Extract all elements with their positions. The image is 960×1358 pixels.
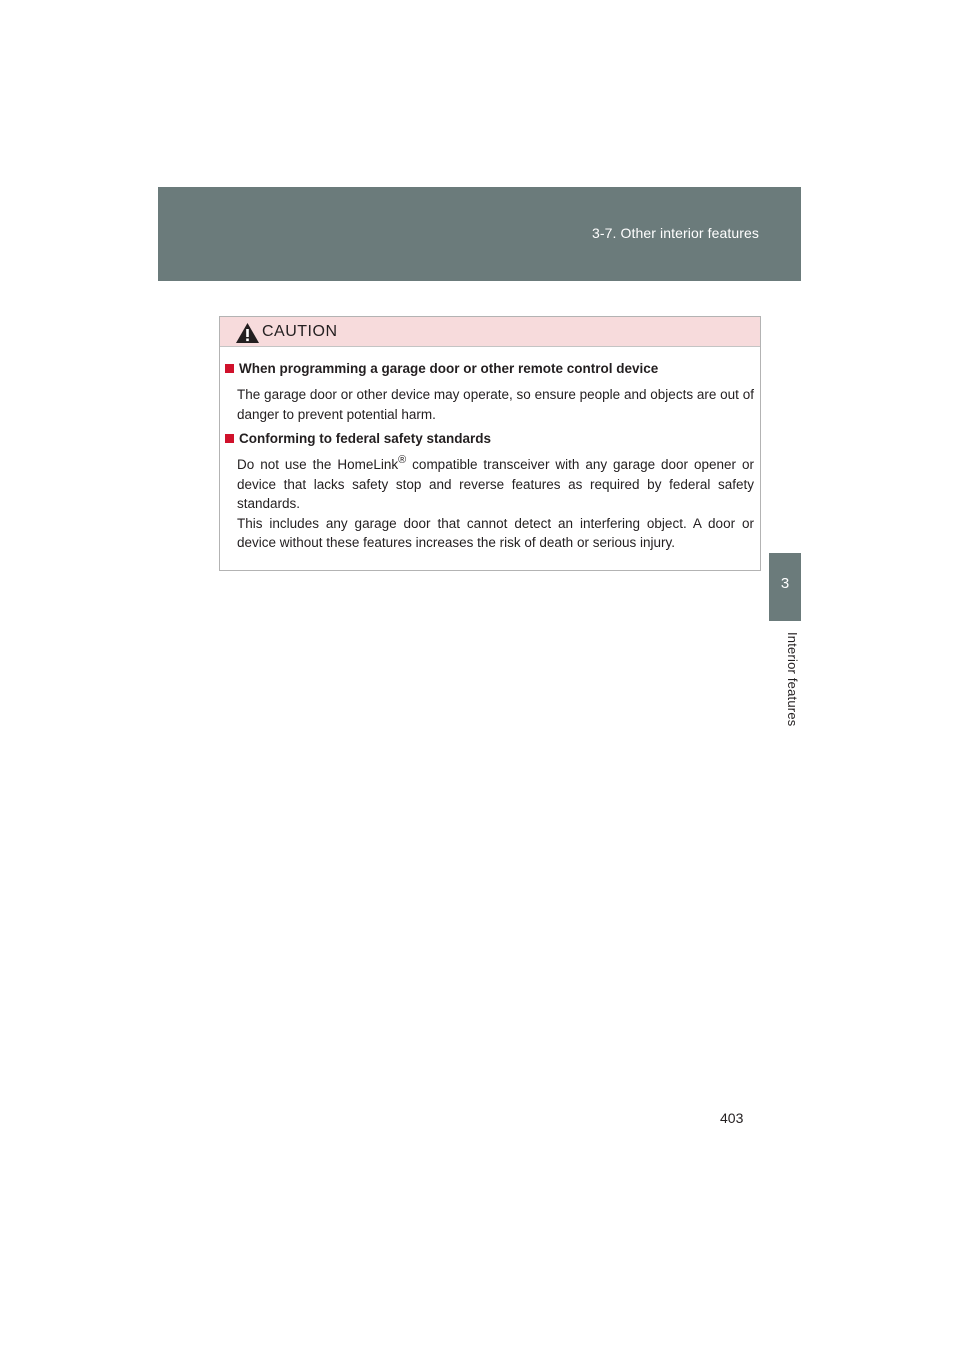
caution-box — [219, 316, 761, 571]
caution-header — [220, 317, 760, 347]
chapter-number: 3 — [780, 575, 790, 592]
body-paragraph: This includes any garage door that cannot detect an interfering object. A door or device without these features increases the risk of death or serious injury. — [237, 515, 754, 550]
caution-item-body — [237, 385, 754, 424]
square-bullet-icon — [225, 434, 234, 443]
square-bullet-icon — [225, 364, 234, 373]
section-title: 3-7. Other interior features — [592, 225, 759, 241]
caution-item-body — [237, 455, 754, 553]
body-paragraph: The garage door or other device may operate, so ensure people and objects are out of danger to prevent potential harm. — [237, 387, 754, 422]
chapter-label: Interior features — [785, 632, 800, 727]
page-number: 403 — [720, 1110, 744, 1126]
caution-title: CAUTION — [262, 323, 338, 340]
warning-triangle-icon — [235, 322, 260, 344]
caution-item-heading — [225, 361, 658, 376]
registered-trademark-mark: ® — [398, 454, 407, 466]
chapter-tab — [769, 553, 801, 621]
heading-text: When programming a garage door or other remote control device — [239, 361, 659, 376]
body-paragraph — [237, 455, 754, 514]
heading-text: Conforming to federal safety standards — [239, 431, 492, 446]
body-text: compatible transceiver with any garage door opener or device that lacks safety stop and reverse features as required by federal safety standards. — [237, 457, 754, 511]
section-header-band — [158, 187, 801, 281]
caution-item-heading — [225, 431, 491, 446]
body-text: Do not use the HomeLink — [237, 457, 399, 472]
